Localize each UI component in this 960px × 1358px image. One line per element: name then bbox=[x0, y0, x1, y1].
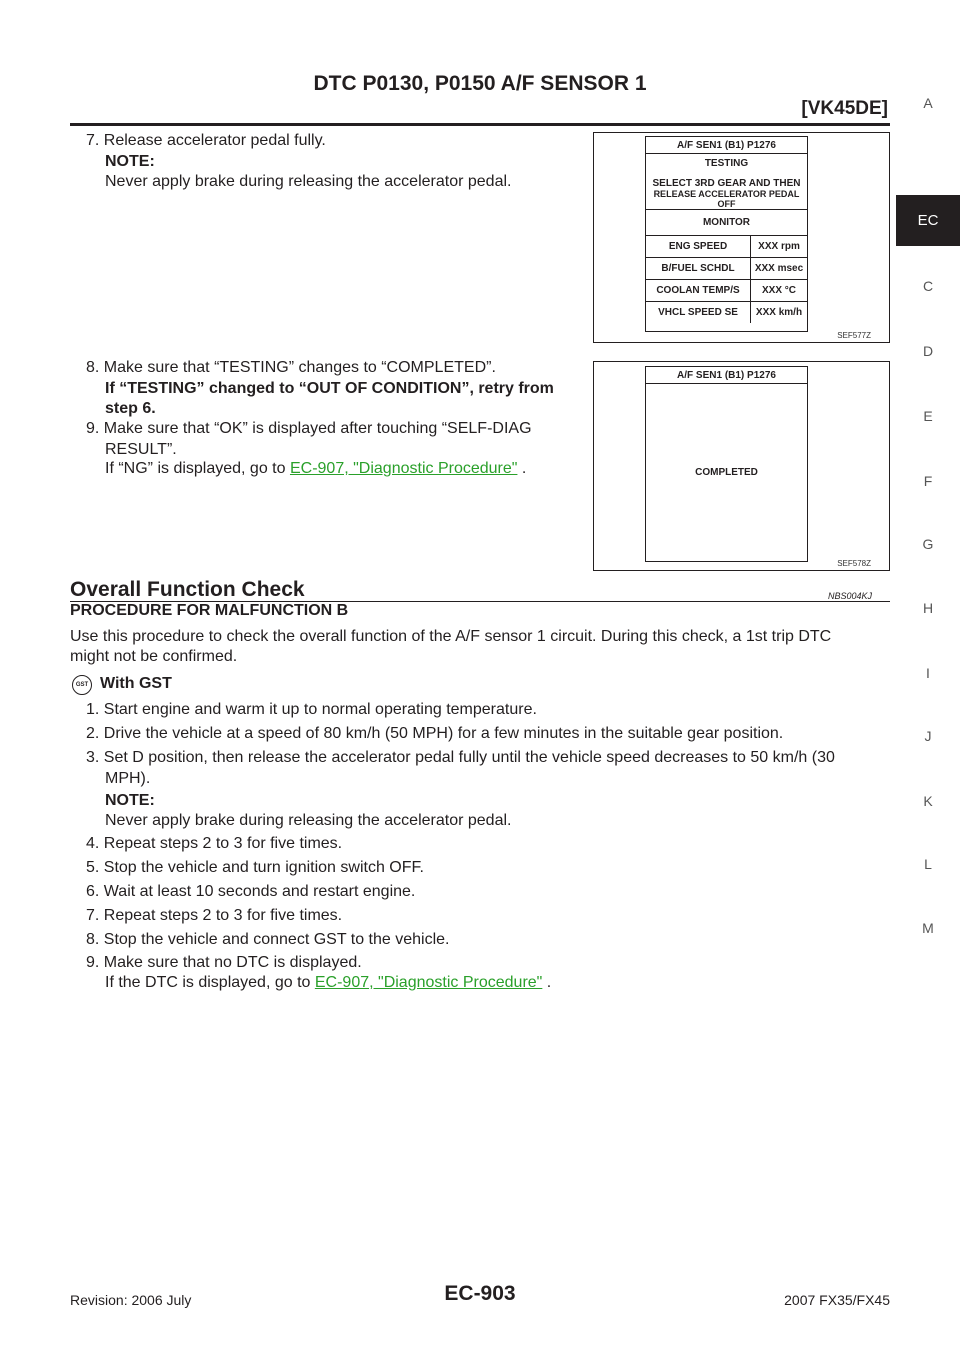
step-7-text: 7. Release accelerator pedal fully. bbox=[86, 132, 326, 149]
row-value: XXX msec bbox=[754, 263, 804, 274]
figure-label: SEF578Z bbox=[837, 559, 871, 568]
procedure-step-3-cont: MPH). bbox=[105, 770, 151, 787]
consult-panel bbox=[645, 366, 808, 562]
diagnostic-procedure-link-2[interactable]: EC-907, "Diagnostic Procedure" bbox=[314, 974, 543, 991]
side-tab-m[interactable]: M bbox=[922, 920, 934, 936]
procedure-step-4: 4. Repeat steps 2 to 3 for five times. bbox=[86, 835, 343, 852]
row-value: XXX km/h bbox=[755, 307, 803, 318]
panel-header: A/F SEN1 (B1) P1276 bbox=[677, 369, 776, 381]
monitor-row bbox=[646, 279, 807, 301]
section-subtitle: PROCEDURE FOR MALFUNCTION B bbox=[70, 602, 349, 619]
step-7-note-text: Never apply brake during releasing the accelerator pedal. bbox=[105, 173, 512, 190]
step-9-line-3 bbox=[105, 459, 526, 479]
procedure-step-1: 1. Start engine and warm it up to normal operating temperature. bbox=[86, 701, 537, 718]
side-tab-d[interactable]: D bbox=[922, 343, 934, 359]
consult-panel bbox=[645, 136, 808, 332]
panel-instruction-2: RELEASE ACCELERATOR PEDAL OFF bbox=[653, 189, 800, 209]
procedure-note-label: NOTE: bbox=[105, 792, 155, 809]
gst-heading: With GST bbox=[100, 675, 172, 692]
panel-header: A/F SEN1 (B1) P1276 bbox=[677, 139, 776, 151]
model-code: [VK45DE] bbox=[801, 98, 888, 119]
page-title: DTC P0130, P0150 A/F SENSOR 1 bbox=[313, 72, 647, 95]
procedure-step-7: 7. Repeat steps 2 to 3 for five times. bbox=[86, 907, 343, 924]
monitor-row bbox=[646, 257, 807, 279]
step-9b-post: . bbox=[542, 974, 552, 991]
side-tab-a[interactable]: A bbox=[923, 95, 933, 111]
procedure-note-text: Never apply brake during releasing the accelerator pedal. bbox=[105, 812, 512, 829]
step-9-pre: If “NG” is displayed, go to bbox=[105, 460, 290, 477]
figure-testing-screen bbox=[593, 132, 890, 343]
step-9-line-2: RESULT”. bbox=[105, 441, 177, 458]
row-value: XXX °C bbox=[761, 285, 796, 296]
section-code: NBS004KJ bbox=[828, 591, 873, 601]
row-name: B/FUEL SCHDL bbox=[646, 258, 751, 279]
side-tab-j[interactable]: J bbox=[924, 728, 932, 744]
footer-page-number: EC-903 bbox=[444, 1282, 516, 1305]
panel-testing: TESTING bbox=[646, 153, 807, 172]
procedure-step-9-cont bbox=[105, 973, 551, 993]
side-tab-h[interactable]: H bbox=[922, 600, 934, 616]
row-name: ENG SPEED bbox=[646, 236, 751, 257]
procedure-step-6: 6. Wait at least 10 seconds and restart engine. bbox=[86, 883, 416, 900]
procedure-step-2: 2. Drive the vehicle at a speed of 80 km/h (50 MPH) for a few minutes in the suitable gear position. bbox=[86, 725, 784, 742]
row-name: COOLAN TEMP/S bbox=[646, 280, 751, 301]
monitor-row bbox=[646, 301, 807, 323]
step-9b-pre: If the DTC is displayed, go to bbox=[105, 974, 315, 991]
step-7-note-label: NOTE: bbox=[105, 153, 155, 170]
panel-status: COMPLETED bbox=[646, 383, 807, 561]
side-tab-g[interactable]: G bbox=[922, 536, 934, 552]
gst-icon: GST bbox=[72, 675, 92, 695]
side-tab-i[interactable]: I bbox=[926, 665, 930, 681]
step-9-line-1: 9. Make sure that “OK” is displayed after touching “SELF-DIAG bbox=[86, 420, 532, 437]
procedure-step-8: 8. Stop the vehicle and connect GST to the vehicle. bbox=[86, 931, 450, 948]
panel-monitor: MONITOR bbox=[646, 209, 807, 235]
procedure-step-5: 5. Stop the vehicle and turn ignition switch OFF. bbox=[86, 859, 424, 876]
step-8-bold-2: step 6. bbox=[105, 400, 156, 417]
header-rule bbox=[70, 123, 890, 126]
row-value: XXX rpm bbox=[758, 241, 800, 252]
section-intro-1: Use this procedure to check the overall function of the A/F sensor 1 circuit. During this check, a 1st trip DTC bbox=[70, 628, 832, 645]
side-tab-l[interactable]: L bbox=[924, 856, 932, 872]
step-8-text: 8. Make sure that “TESTING” changes to “COMPLETED”. bbox=[86, 359, 496, 376]
section-intro-2: might not be confirmed. bbox=[70, 648, 238, 665]
panel-instruction-1: SELECT 3RD GEAR AND THEN bbox=[652, 178, 801, 189]
diagnostic-procedure-link[interactable]: EC-907, "Diagnostic Procedure" bbox=[289, 460, 518, 477]
side-tab-ec-active[interactable]: EC bbox=[896, 195, 960, 246]
figure-completed-screen bbox=[593, 361, 890, 571]
footer-revision: Revision: 2006 July bbox=[70, 1292, 192, 1308]
side-tab-f[interactable]: F bbox=[923, 473, 933, 489]
figure-label: SEF577Z bbox=[837, 331, 871, 340]
step-9-post: . bbox=[517, 460, 527, 477]
section-title: Overall Function Check bbox=[70, 578, 305, 601]
side-tab-e[interactable]: E bbox=[923, 408, 933, 424]
procedure-step-9: 9. Make sure that no DTC is displayed. bbox=[86, 954, 362, 971]
procedure-step-3: 3. Set D position, then release the accelerator pedal fully until the vehicle speed decreases to 50 km/h (30 bbox=[86, 749, 835, 766]
side-tab-k[interactable]: K bbox=[923, 793, 933, 809]
row-name: VHCL SPEED SE bbox=[646, 302, 751, 323]
side-tab-c[interactable]: C bbox=[922, 278, 934, 294]
monitor-row bbox=[646, 235, 807, 257]
footer-model: 2007 FX35/FX45 bbox=[784, 1292, 890, 1308]
step-8-bold: If “TESTING” changed to “OUT OF CONDITION”, retry from bbox=[105, 380, 554, 397]
